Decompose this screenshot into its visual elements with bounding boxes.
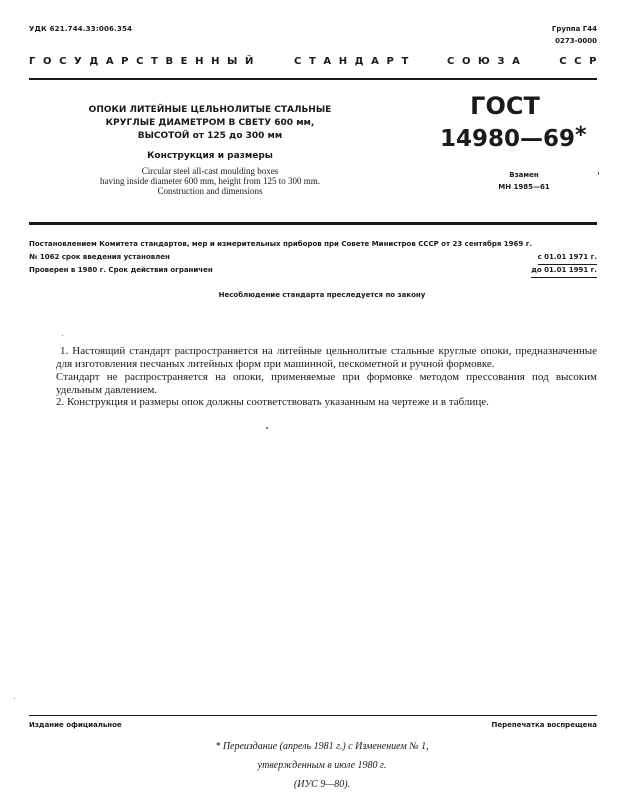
- legal-warning: Несоблюдение стандарта преследуется по закону: [218, 291, 426, 299]
- group-code: Группа Г44: [551, 25, 597, 33]
- effective-date: с 01.01 1971 г.: [538, 251, 597, 265]
- english-title: [60, 166, 360, 196]
- paragraph-2: Стандарт не распространяется на опоки, применяемые при формовке методом прессования под высоким удельным давлением.: [56, 371, 597, 396]
- header-gov: ГОСУДАРСТВЕННЫЙ: [29, 56, 261, 67]
- reprint-prohibited: Перепечатка воспрещена: [491, 721, 597, 729]
- title-line-2: КРУГЛЫЕ ДИАМЕТРОМ В СВЕТУ 600 мм,: [105, 118, 315, 128]
- gost-number: [440, 123, 590, 152]
- header-ssr: ССР: [559, 56, 604, 67]
- paragraph-1: 1. Настоящий стандарт распространяется на литейные цельнолитые стальные круглые опоки, предназначенные для изготовления песчаных литейных форм при машинной, пескометной и ручной формовке.: [56, 345, 597, 370]
- paragraph-3: 2. Конструкция и размеры опок должны соответствовать указанным на чертеже и в таблице.: [56, 396, 489, 408]
- document-subtitle: Конструкция и размеры: [147, 151, 273, 161]
- document-title: [60, 104, 360, 143]
- replaces-label: Взамен: [509, 171, 539, 179]
- decree-line-3-left: Проверен в 1980 г. Срок действия ограничен: [29, 266, 213, 274]
- state-standard-header: [29, 56, 604, 72]
- replaces-value: МН 1985—61: [498, 183, 550, 191]
- official-edition: Издание официальное: [29, 721, 122, 729]
- speck: [266, 427, 268, 429]
- english-title-line-1: Circular steel all-cast moulding boxes: [141, 166, 279, 176]
- decree-line-1: Постановлением Комитета стандартов, мер и измерительных приборов при Совете Министров СССР от 23 сентября 1969 г.: [29, 240, 533, 248]
- gost-label: ГОСТ: [470, 92, 540, 120]
- reissue-note: * Переиздание (апрель 1981 г.) с Изменением № 1,: [215, 741, 429, 752]
- decree-line-3: [29, 264, 597, 277]
- english-title-line-3: Construction and dimensions: [157, 186, 263, 196]
- body-text: [56, 345, 597, 409]
- title-line-1: ОПОКИ ЛИТЕЙНЫЕ ЦЕЛЬНОЛИТЫЕ СТАЛЬНЫЕ: [88, 105, 332, 115]
- speck: [14, 698, 15, 699]
- approval-note: утвержденным в июле 1980 г.: [257, 760, 387, 771]
- gost-number-value: 14980—69: [440, 126, 576, 152]
- speck: [62, 335, 63, 336]
- decree-line-2-left: № 1062 срок введения установлен: [29, 253, 170, 261]
- decree-line-2: [29, 251, 597, 264]
- header-rule: [29, 78, 597, 80]
- expiry-date: до 01.01 1991 г.: [531, 264, 597, 278]
- decree-block: [29, 238, 597, 277]
- gost-number-star: *: [575, 123, 587, 148]
- english-title-line-2: having inside diameter 600 mm, height from 125 to 300 mm.: [100, 176, 320, 186]
- replaces-block: [484, 169, 564, 193]
- title-line-3: ВЫСОТОЙ от 125 до 300 мм: [137, 131, 283, 141]
- header-union: СОЮЗА: [447, 56, 528, 67]
- udk-code: УДК 621.744.33:006.354: [29, 25, 133, 33]
- title-rule: [29, 222, 597, 225]
- speck: [598, 172, 599, 175]
- header-standard: СТАНДАРТ: [294, 56, 416, 67]
- footer-rule: [29, 715, 597, 716]
- ius-note: (ИУС 9—80).: [293, 779, 351, 790]
- okp-code: 0273-0000: [555, 37, 597, 45]
